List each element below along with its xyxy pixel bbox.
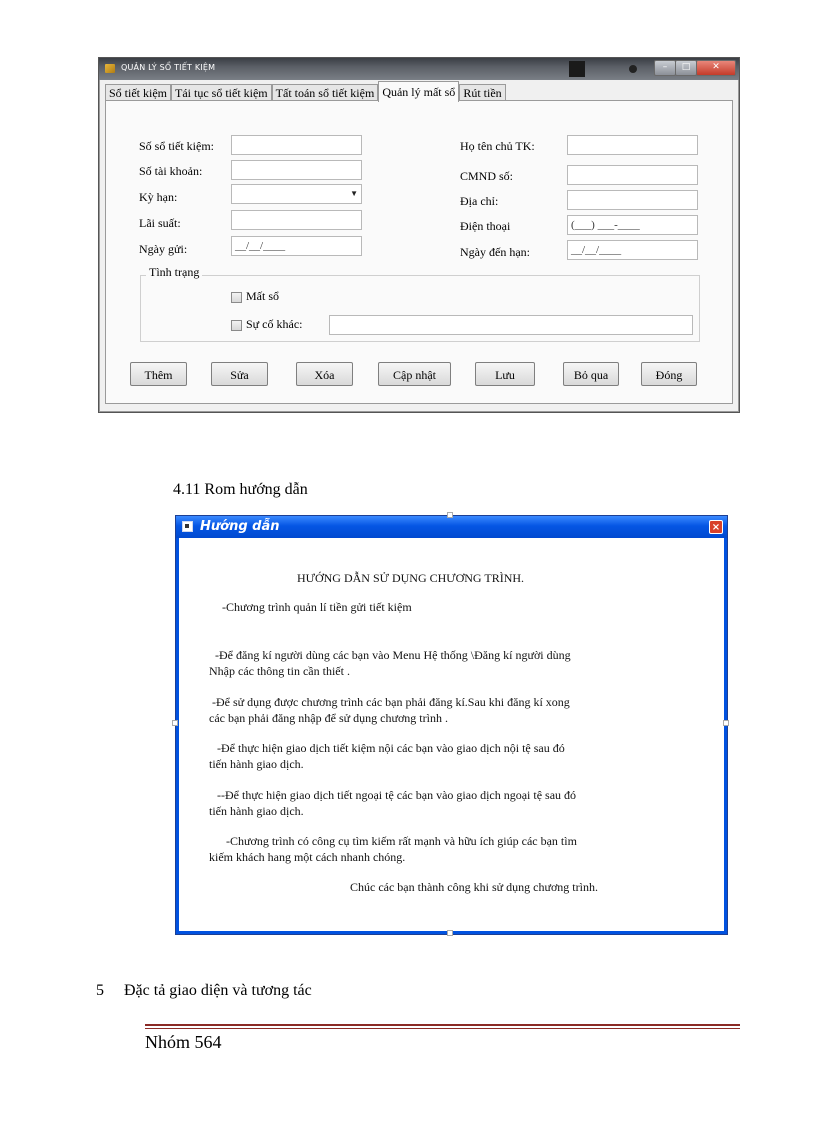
footer-rule xyxy=(145,1028,740,1029)
so-tai-khoan-label: Số tài khoản: xyxy=(139,164,203,178)
so-so-label: Số sổ tiết kiệm: xyxy=(139,139,214,153)
help-line: Chúc các bạn thành công khi sử dụng chương trình. xyxy=(350,880,598,894)
section-heading xyxy=(96,982,312,1000)
footer-group-name: Nhóm 564 xyxy=(145,1032,222,1052)
su-co-khac-label: Sự cố khác: xyxy=(246,317,303,331)
dien-thoai-label: Điện thoại xyxy=(460,219,511,233)
su-co-khac-input[interactable] xyxy=(329,315,693,335)
cap-nhat-button[interactable]: Cập nhật xyxy=(378,362,451,386)
status-group-legend: Tình trạng xyxy=(146,265,202,280)
titlebar-decoration xyxy=(569,61,585,77)
tab-quan-ly-mat-so[interactable]: Quản lý mất sổ xyxy=(378,81,459,102)
window-titlebar xyxy=(99,58,739,80)
luu-button[interactable]: Lưu xyxy=(475,362,535,386)
help-line: --Để thực hiện giao dịch tiết ngoại tệ các bạn vào giao dịch ngoại tệ sau đó xyxy=(217,788,577,802)
ngay-gui-label: Ngày gửi: xyxy=(139,242,188,256)
help-titlebar xyxy=(176,516,727,538)
maximize-button[interactable]: □ xyxy=(675,60,697,76)
dia-chi-input[interactable] xyxy=(567,190,698,210)
help-line: -Chương trình có công cụ tìm kiếm rất mạnh và hữu ích giúp các bạn tìm xyxy=(226,834,577,848)
help-line: -Để sử dụng được chương trình các bạn phải đăng kí.Sau khi đăng kí xong xyxy=(212,695,570,709)
su-co-khac-checkbox[interactable] xyxy=(231,320,242,331)
resize-handle[interactable] xyxy=(447,512,453,518)
tab-rut-tien[interactable]: Rút tiền xyxy=(459,84,505,102)
ky-han-label: Kỳ hạn: xyxy=(139,190,178,204)
dia-chi-label: Địa chỉ: xyxy=(460,194,499,208)
ngay-gui-input[interactable]: __/__/____ xyxy=(231,236,362,256)
xoa-button[interactable]: Xóa xyxy=(296,362,353,386)
figure-caption: 4.11 Rom hướng dẫn xyxy=(173,481,308,498)
close-button[interactable]: × xyxy=(709,520,723,534)
help-line: -Để đăng kí người dùng các bạn vào Menu Hệ thống \Đăng kí người dùng xyxy=(215,648,571,662)
help-line: -Để thực hiện giao dịch tiết kiệm nội các bạn vào giao dịch nội tệ sau đó xyxy=(217,741,565,755)
ky-han-select[interactable] xyxy=(231,184,362,204)
section-number: 5 xyxy=(96,982,104,999)
footer-rule xyxy=(145,1024,740,1026)
help-line: Nhập các thông tin cần thiết . xyxy=(209,664,350,678)
window-title: QUẢN LÝ SỔ TIẾT KIỆM xyxy=(121,63,216,72)
close-button[interactable]: ✕ xyxy=(696,60,736,76)
help-line: tiến hành giao dịch. xyxy=(209,804,304,818)
app-icon xyxy=(105,64,115,73)
resize-handle[interactable] xyxy=(172,720,178,726)
tab-tai-tuc[interactable]: Tái tục sổ tiết kiệm xyxy=(171,84,272,102)
help-line: tiến hành giao dịch. xyxy=(209,757,304,771)
ho-ten-input[interactable] xyxy=(567,135,698,155)
chevron-down-icon: ▼ xyxy=(350,189,358,198)
tab-bar xyxy=(105,82,506,101)
resize-handle[interactable] xyxy=(447,930,453,936)
help-title: Hướng dẫn xyxy=(200,519,280,534)
so-tai-khoan-input[interactable] xyxy=(231,160,362,180)
savings-management-window xyxy=(98,57,740,413)
cmnd-label: CMND số: xyxy=(460,169,514,183)
bo-qua-button[interactable]: Bỏ qua xyxy=(563,362,619,386)
section-title: Đặc tả giao diện và tương tác xyxy=(124,982,312,999)
help-body xyxy=(179,538,724,931)
dien-thoai-input[interactable]: (___) ___-____ xyxy=(567,215,698,235)
window-icon xyxy=(182,521,193,532)
mat-so-label: Mất sổ xyxy=(246,289,279,303)
mat-so-checkbox[interactable] xyxy=(231,292,242,303)
resize-handle[interactable] xyxy=(723,720,729,726)
ngay-den-han-input[interactable]: __/__/____ xyxy=(567,240,698,260)
ngay-den-han-label: Ngày đến hạn: xyxy=(460,245,530,259)
help-line: các bạn phải đăng nhập để sử dụng chương trình . xyxy=(209,711,448,725)
cmnd-input[interactable] xyxy=(567,165,698,185)
tab-so-tiet-kiem[interactable]: Sổ tiết kiệm xyxy=(105,84,171,102)
help-line: kiếm khách hang một cách nhanh chóng. xyxy=(209,850,406,864)
ho-ten-label: Họ tên chủ TK: xyxy=(460,139,535,153)
help-heading: HƯỚNG DẪN SỬ DỤNG CHƯƠNG TRÌNH. xyxy=(297,571,525,585)
dong-button[interactable]: Đóng xyxy=(641,362,697,386)
titlebar-decoration xyxy=(629,65,637,73)
minimize-button[interactable]: – xyxy=(654,60,676,76)
sua-button[interactable]: Sửa xyxy=(211,362,268,386)
lai-suat-input[interactable] xyxy=(231,210,362,230)
help-line: -Chương trình quản lí tiền gửi tiết kiệm xyxy=(222,600,412,614)
them-button[interactable]: Thêm xyxy=(130,362,187,386)
so-so-input[interactable] xyxy=(231,135,362,155)
tab-tat-toan[interactable]: Tất toán sổ tiết kiệm xyxy=(272,84,379,102)
lai-suat-label: Lãi suất: xyxy=(139,216,181,230)
